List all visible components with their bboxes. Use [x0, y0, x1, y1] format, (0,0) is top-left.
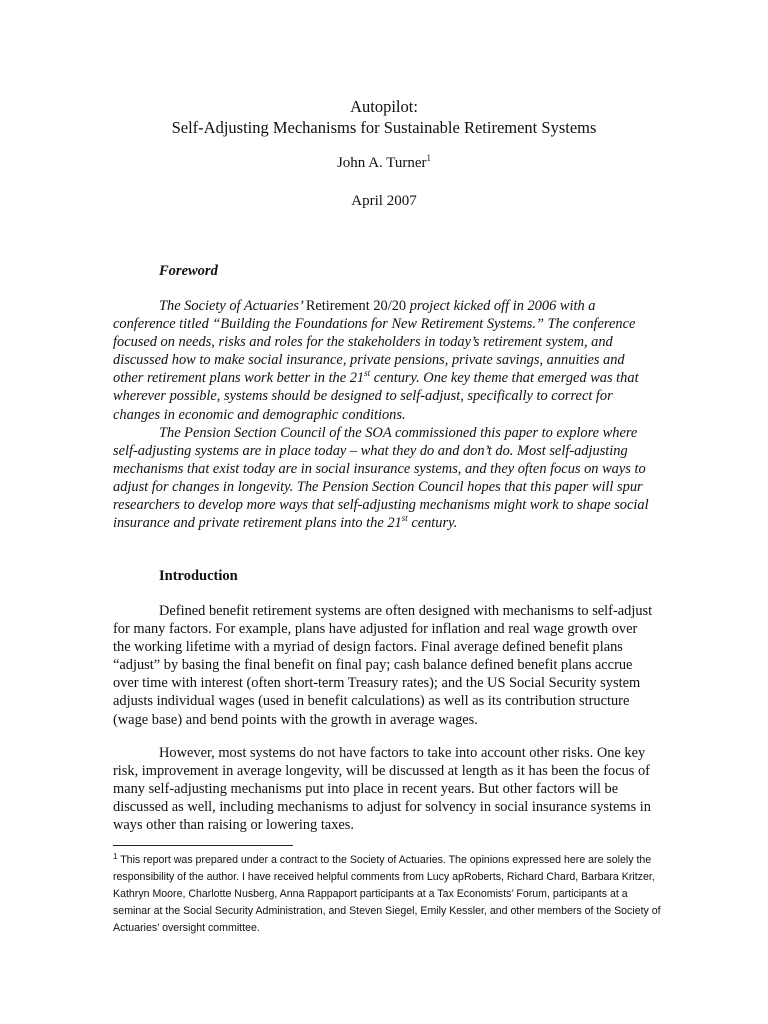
foreword-p2-superscript: st: [401, 513, 408, 524]
footnote: [113, 852, 665, 937]
foreword-paragraph-1: [113, 297, 658, 424]
foreword-p2-body: The Pension Section Council of the SOA commissioned this paper to explore where self-adjusting systems are in place today – what they do and don’t do. Most self-adjusting mechanisms that exist today are in social insurance systems, and they often focus on ways to adjust for changes in longevity. The Pension Section Council hopes that this paper will spur researchers to develop more ways that self-adjusting mechanisms might work to shape social insurance and private retirement plans into the 21: [113, 425, 649, 532]
introduction-heading: Introduction: [159, 568, 238, 584]
introduction-paragraph-2: However, most systems do not have factors to take into account other risks. One key risk, improvement in average longevity, will be discussed at length as it has been the focus of many self-adjusting mechanisms put into place in recent years. But other factors will be discussed as well, including mechanisms to adjust for solvency in social insurance systems in ways other than raising or lowering taxes.: [113, 745, 651, 834]
author-line: [0, 153, 768, 174]
introduction-paragraph-1: Defined benefit retirement systems are often designed with mechanisms to self-adjust for many factors. For example, plans have adjusted for inflation and real wage growth over the working lifetime with a myriad of design factors. Final average defined benefit plans “adjust” by basing the final benefit on final pay; cash balance defined benefit plans accrue over time with interest (often short-term Treasury rates); and the US Social Security system adjusts individual wages (used in benefit calculations) as well as its contribution structure (wage base) and bend points with the growth in average wages.: [113, 603, 653, 728]
foreword-p1-pre: The Society of Actuaries’: [159, 298, 306, 314]
footnote-mark: 1: [113, 852, 118, 861]
title-line-1: Autopilot:: [350, 97, 418, 116]
foreword-p2-end: century.: [407, 515, 458, 532]
title-line-2: Self-Adjusting Mechanisms for Sustainable Retirement Systems: [171, 118, 597, 137]
author-footnote-mark: 1: [426, 153, 432, 163]
foreword-p1-body: project kicked off in 2006 with a conference titled “Building the Foundations for New Retirement Systems.” The conference focused on needs, risks and roles for the stakeholders in today’s retirement system, and discussed how to make social insurance, private pensions, private savings, annuities and other retirement plans work better in the 21: [113, 298, 636, 387]
publication-date: April 2007: [351, 193, 417, 209]
author-name: John A. Turner: [336, 155, 427, 171]
foreword-p1-superscript: st: [364, 368, 371, 379]
foreword-p1-end: century. One key theme that emerged was that wherever possible, systems should be designed to self-adjust, specifically to correct for changes in economic and demographic conditions.: [113, 370, 639, 423]
foreword-heading: Foreword: [159, 263, 218, 279]
footnote-text: This report was prepared under a contract to the Society of Actuaries. The opinions expressed here are solely the responsibility of the author. I have received helpful comments from Lucy apRoberts, Richard Chard, Barbara Kritzer, Kathryn Moore, Charlotte Nusberg, Anna Rappaport participants at a Tax Economists’ Forum, participants at a seminar at the Social Security Administration, and Steven Siegel, Emily Kessler, and other members of the Society of Actuaries’ oversight committee.: [113, 854, 661, 934]
foreword-paragraph-2: [113, 424, 658, 533]
foreword-p1-project-name: Retirement 20/20: [305, 298, 407, 314]
footnote-divider: [113, 845, 293, 846]
